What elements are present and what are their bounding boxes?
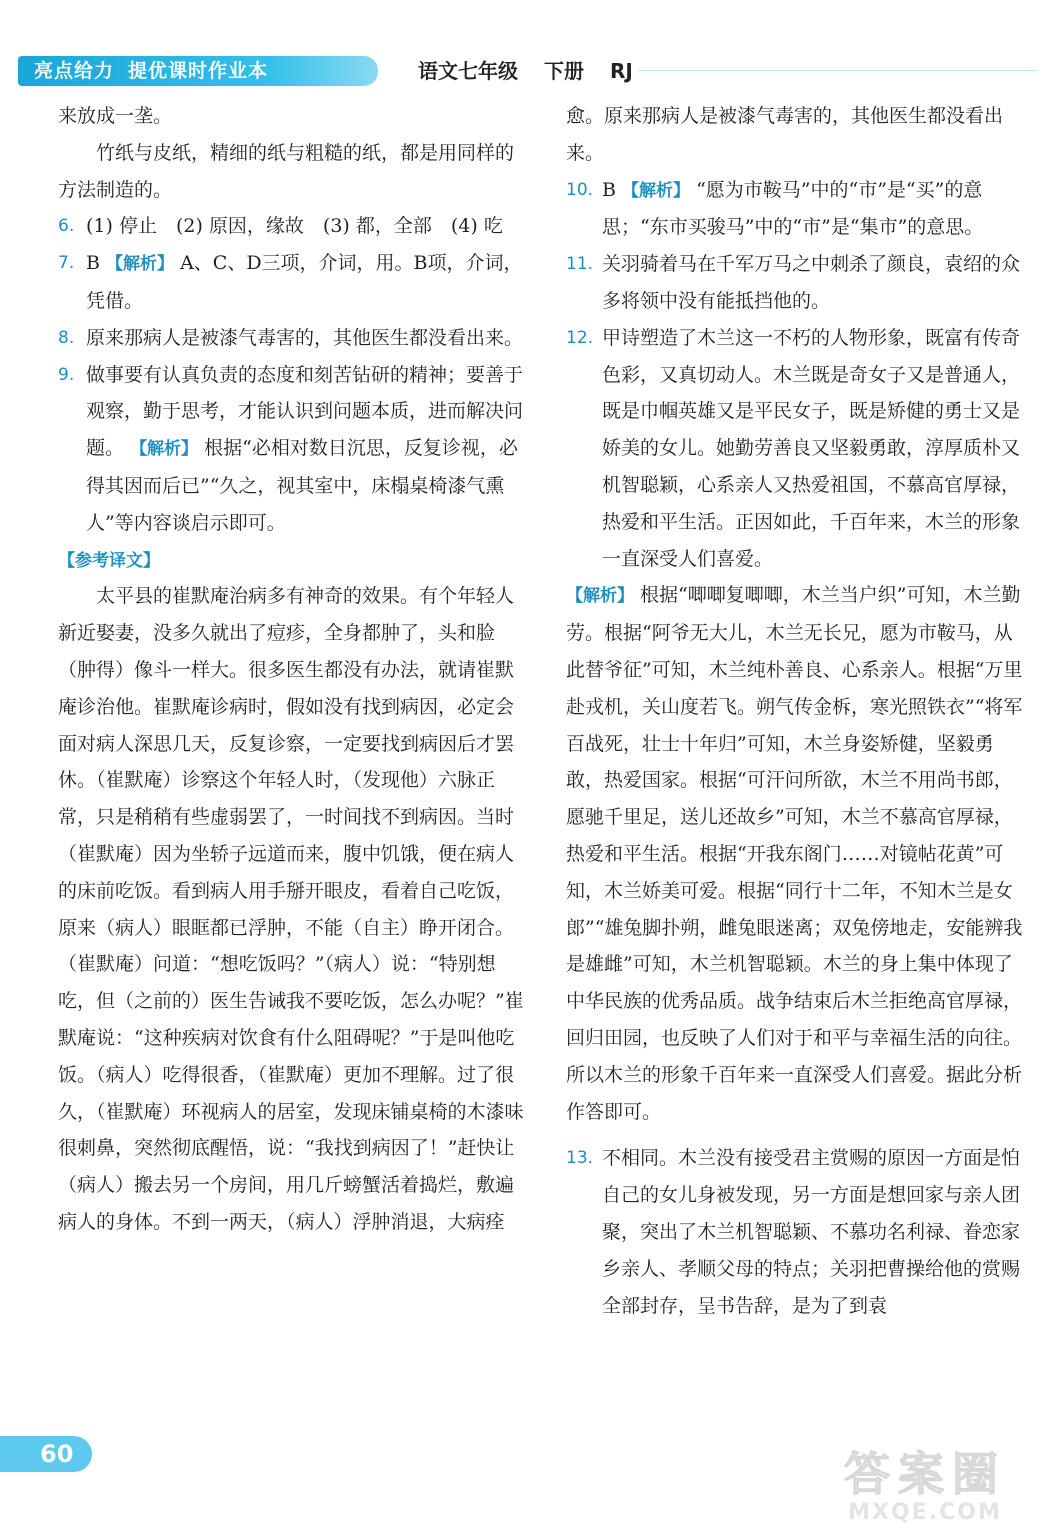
- answer-text: 不相同。木兰没有接受君主赏赐的原因一方面是怕自己的女儿身被发现，另一方面是想回家与亲人团聚，突出了木兰机智聪颖、不慕功名利禄、眷恋家乡亲人、孝顺父母的特点；关羽把曹操给他的赏赐全部封存，呈书告辞，是为了到袁: [602, 1147, 1021, 1317]
- analysis-tag: 【解析】: [622, 180, 691, 201]
- reference-translation: 太平县的崔默庵治病多有神奇的效果。有个年轻人新近娶妻，没多久就出了痘疹，全身都肿了，头和脸（肿得）像斗一样大。很多医生都没有办法，就请崔默庵诊治他。崔默庵诊病时，假如没有找到病因，必定会面对病人深思几天，反复诊察，一定要找到病因后才罢休。（崔默庵）诊察这个年轻人时，（发现他）六脉正常，只是稍稍有些虚弱罢了，一时间找不到病因。当时（崔默庵）因为坐轿子远道而来，腹中饥饿，便在病人的床前吃饭。看到病人用手掰开眼皮，看着自己吃饭，原来（病人）眼眶都已浮肿，不能（自主）睁开闭合。（崔默庵）问道：“想吃饭吗？”（病人）说：“特别想吃，但（之前的）医生告诫我不要吃饭，怎么办呢？”崔默庵说：“这种疾病对饮食有什么阻碍呢？”于是叫他吃饭。（病人）吃得很香，（崔默庵）更加不理解。过了很久，（崔默庵）环视病人的居室，发现床铺桌椅的木漆味很刺鼻，突然彻底醒悟，说：“我找到病因了！”赶快让（病人）搬去另一个房间，用几斤螃蟹活着捣烂，敷遍病人的身体。不到一两天，（病人）浮肿消退，大病痊: [58, 585, 524, 1233]
- answer-13: [566, 1140, 1028, 1324]
- answer-number: 10.: [566, 179, 594, 200]
- series-banner: [18, 56, 378, 86]
- answer-choice: B: [86, 252, 100, 275]
- answer-12-analysis: [566, 577, 1028, 1130]
- analysis-tag: 【解析】: [106, 254, 175, 275]
- answer-6: [58, 208, 528, 245]
- analysis-tag: 【解析】: [566, 586, 634, 607]
- watermark-text: 答案圈: [844, 1447, 1006, 1501]
- answer-number: 13.: [566, 1148, 594, 1169]
- answer-number: 6.: [58, 216, 75, 237]
- watermark-url: MXQE.COM: [848, 1500, 1002, 1525]
- reference-translation-tag: 【参考译文】: [58, 550, 160, 571]
- analysis-text: 根据“唧唧复唧唧，木兰当户织”可知，木兰勤劳。根据“阿爷无大儿，木兰无长兄，愿为市鞍马，从此替爷征”可知，木兰纯朴善良、心系亲人。根据“万里赴戎机，关山度若飞。朔气传金柝，寒光照铁衣”“将军百战死，壮士十年归”可知，木兰身姿矫健，坚毅勇敢，热爱国家。根据“可汗问所欲，木兰不用尚书郎，愿驰千里足，送儿还故乡”可知，木兰不慕高官厚禄，热爱和平生活。根据“开我东阁门……对镜帖花黄”可知，木兰娇美可爱。根据“同行十二年，不知木兰是女郎”“雄兔脚扑朔，雌兔眼迷离；双兔傍地走，安能辨我是雄雌”可知，木兰机智聪颖。木兰的身上集中体现了中华民族的优秀品质。战争结束后木兰拒绝高官厚禄，回归田园，也反映了人们对于和平与幸福生活的向往。所以木兰的形象千百年来一直深受人们喜爱。据此分析作答即可。: [566, 584, 1023, 1123]
- continued-translation: 愈。原来那病人是被漆气毒害的，其他医生都没看出来。: [566, 105, 1004, 164]
- analysis-text: “愿为市鞍马”中的“市”是“买”的意思；“东市买骏马”中的“市”是“集市”的意思。: [602, 178, 984, 239]
- answer-number: 7.: [58, 253, 75, 274]
- answer-8: [58, 320, 528, 357]
- continued-paragraph: 竹纸与皮纸，精细的纸与粗糙的纸，都是用同样的方法制造的。: [58, 141, 515, 201]
- answer-text: (1) 停止 (2) 原因，缘故 (3) 都，全部 (4) 吃: [86, 215, 503, 238]
- subject-label: [418, 56, 659, 86]
- volume-label: 下册: [544, 59, 584, 83]
- answer-number: 12.: [566, 327, 594, 348]
- left-column: [58, 98, 528, 1241]
- answer-number: 11.: [566, 254, 594, 275]
- answer-number: 8.: [58, 327, 75, 348]
- answer-11: [566, 246, 1028, 320]
- subject-grade: 语文七年级: [418, 59, 518, 83]
- right-column: [566, 98, 1028, 1324]
- answer-12: [566, 320, 1028, 578]
- answer-text: 甲诗塑造了木兰这一不朽的人物形象，既富有传奇色彩，又真切动人。木兰既是奇女子又是普通人，既是巾帼英雄又是平民女子，既是矫健的勇士又是娇美的女儿。她勤劳善良又坚毅勇敢，淳厚质朴又机智聪颖，心系亲人又热爱祖国，不慕高官厚禄，热爱和平生活。正因如此，千百年来，木兰的形象一直深受人们喜爱。: [602, 326, 1021, 570]
- answer-9: [58, 357, 528, 542]
- answer-number: 9.: [58, 364, 75, 385]
- answer-choice: B: [602, 178, 616, 201]
- answer-7: [58, 245, 528, 320]
- answer-text: 原来那病人是被漆气毒害的，其他医生都没看出来。: [86, 326, 524, 349]
- page-number: 60: [0, 1436, 92, 1472]
- series-name: 亮点给力: [34, 60, 115, 82]
- answer-text: 做事要有认真负责的态度和刻苦钻研的精神；要善于观察，勤于思考，才能认识到问题本质，进而解决问题。: [86, 363, 524, 460]
- answer-text: 关羽骑着马在千军万马之中刺杀了颜良，袁绍的众多将领中没有能抵挡他的。: [602, 253, 1021, 312]
- series-subtitle: 提优课时作业本: [128, 60, 269, 82]
- header-rule: [638, 70, 1038, 71]
- watermark-logo: [822, 1438, 1028, 1528]
- analysis-tag: 【解析】: [130, 439, 199, 460]
- continued-text: 来放成一垄。: [58, 105, 173, 127]
- page-header: [18, 56, 1038, 86]
- analysis-text: 根据“必相对数日沉思，反复诊视，必得其因而后已”“久之，视其室中，床榻桌椅漆气熏人”等内容谈启示即可。: [86, 437, 518, 534]
- edition-label: RJ: [610, 59, 633, 83]
- analysis-text: A、C、D三项，介词，用。B项，介词，凭借。: [86, 252, 523, 312]
- answer-10: [566, 172, 1028, 247]
